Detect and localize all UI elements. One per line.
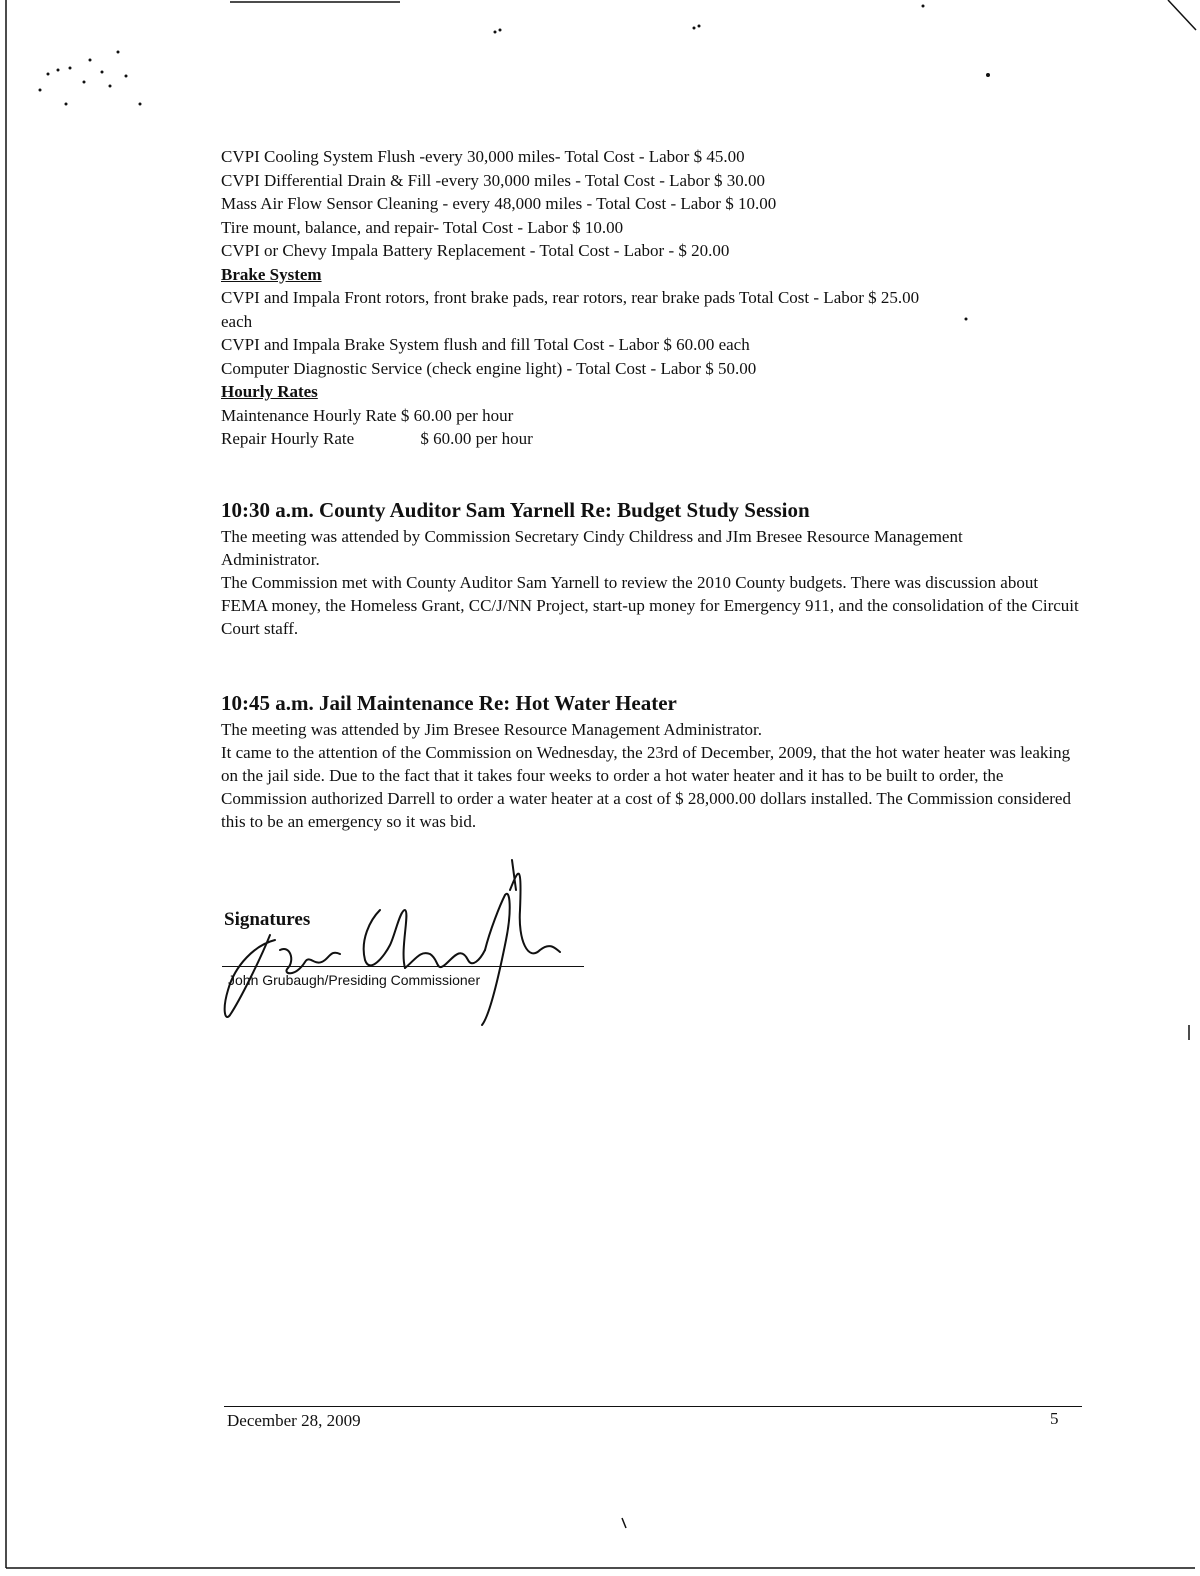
brake-line: Computer Diagnostic Service (check engine light) - Total Cost - Labor $ 50.00 bbox=[221, 358, 757, 378]
budget-heading: 10:30 a.m. County Auditor Sam Yarnell Re: Budget Study Session bbox=[221, 498, 810, 522]
hourly-rate-value: $ 60.00 per hour bbox=[400, 405, 514, 425]
budget-attendance: The meeting was attended by Commission Secretary Cindy Childress and JIm Bresee Resource Management Administrator. bbox=[221, 527, 963, 569]
budget-section bbox=[221, 497, 1101, 640]
jail-attendance: The meeting was attended by Jim Bresee Resource Management Administrator. bbox=[221, 720, 763, 739]
signatures-label: Signatures bbox=[224, 909, 311, 930]
jail-summary: It came to the attention of the Commission on Wednesday, the 23rd of December, 2009, that the hot water heater was leaking on the jail side. Due to the fact that it takes four weeks to order a hot water heater and it has to be built to order, the Commission authorized Darrell to order a water heater at a cost of $ 28,000.00 dollars installed. The Commission considered this to be an emergency so it was bid. bbox=[221, 743, 1071, 831]
service-line: Mass Air Flow Sensor Cleaning - every 48,000 miles - Total Cost - Labor $ 10.00 bbox=[221, 194, 777, 213]
service-line: CVPI Differential Drain & Fill -every 30,000 miles - Total Cost - Labor $ 30.00 bbox=[221, 170, 765, 190]
handwritten-signature bbox=[200, 850, 600, 1030]
jail-heading: 10:45 a.m. Jail Maintenance Re: Hot Water Heater bbox=[221, 691, 677, 715]
hourly-rate-value: $ 60.00 per hour bbox=[420, 429, 533, 448]
budget-summary: The Commission met with County Auditor Sam Yarnell to review the 2010 County budgets. There was discussion about FEMA money, the Homeless Grant, CC/J/NN Project, start-up money for Emergency 911, and the consolidation of the Circuit Court staff. bbox=[221, 573, 1079, 638]
hourly-rate-row bbox=[221, 427, 1101, 451]
brake-line: each bbox=[221, 311, 253, 331]
hourly-rate-row bbox=[221, 404, 1101, 428]
service-line: Tire mount, balance, and repair- Total Cost - Labor $ 10.00 bbox=[221, 217, 624, 237]
hourly-rate-label: Maintenance Hourly Rate bbox=[221, 405, 397, 425]
services-section bbox=[221, 145, 1101, 451]
signer-name: John Grubaugh/Presiding Commissioner bbox=[228, 972, 481, 988]
hourly-rates-heading: Hourly Rates bbox=[221, 382, 318, 401]
hourly-rate-label: Repair Hourly Rate bbox=[221, 429, 355, 448]
footer-date: December 28, 2009 bbox=[227, 1411, 361, 1430]
jail-section bbox=[221, 690, 1101, 833]
service-line: CVPI or Chevy Impala Battery Replacement - Total Cost - Labor - $ 20.00 bbox=[221, 241, 730, 260]
service-line: CVPI Cooling System Flush -every 30,000 miles- Total Cost - Labor $ 45.00 bbox=[221, 147, 745, 166]
brake-system-heading: Brake System bbox=[221, 264, 322, 284]
footer-rule bbox=[224, 1406, 1082, 1407]
brake-line: CVPI and Impala Brake System flush and fill Total Cost - Labor $ 60.00 each bbox=[221, 335, 750, 354]
brake-line: CVPI and Impala Front rotors, front brake pads, rear rotors, rear brake pads Total Cost - Labor $ 25.00 bbox=[221, 288, 920, 307]
page-number: 5 bbox=[1050, 1409, 1059, 1428]
